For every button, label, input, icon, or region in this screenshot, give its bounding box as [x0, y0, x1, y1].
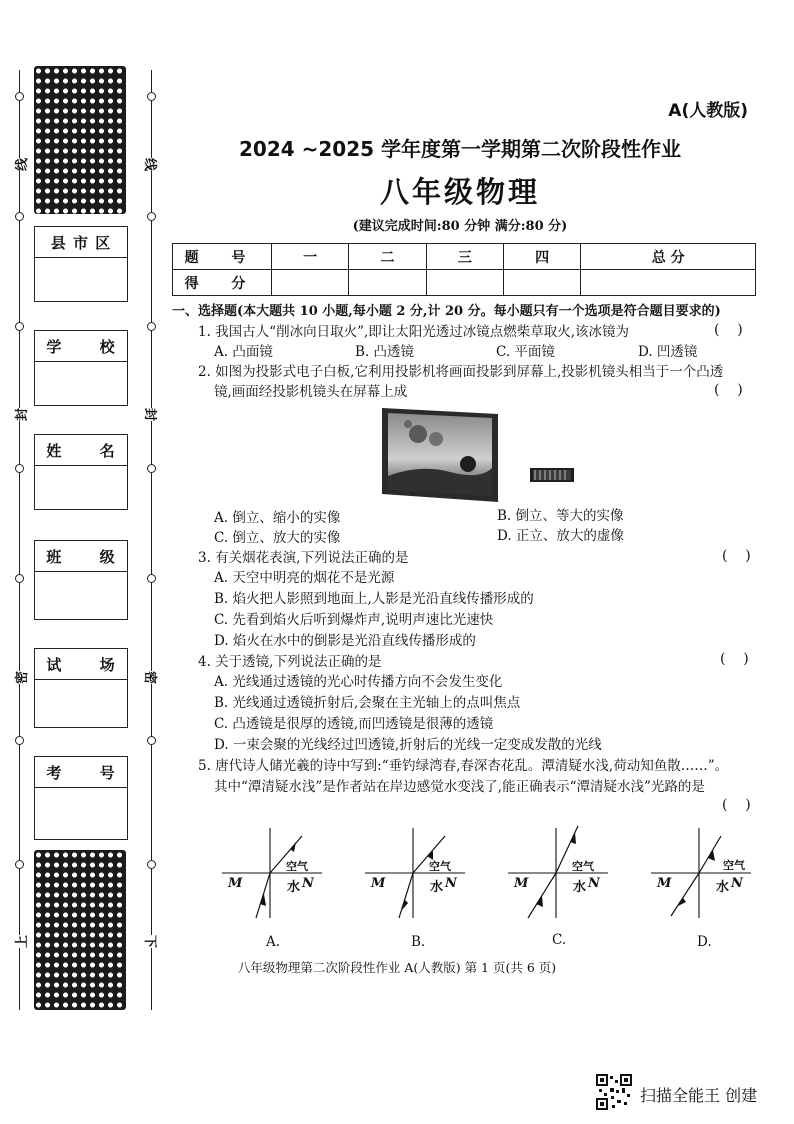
binding-char: 线	[142, 158, 161, 171]
q5-option-a[interactable]: A.	[266, 934, 281, 950]
bottom-dot-pattern	[34, 850, 126, 1010]
q2-stem-line1: 2. 如图为投影式电子白板,它利用投影机将画面投影到屏幕上,投影机镜头相当于一个凸透	[198, 364, 724, 380]
label-air: 空气	[572, 860, 594, 873]
field-label	[35, 331, 127, 362]
arrow-head	[536, 896, 543, 907]
q5-option-c[interactable]: C.	[552, 932, 567, 948]
county-label: 县 市 区	[50, 233, 112, 252]
score-header-cell: 总 分	[581, 244, 756, 270]
binding-hole	[15, 212, 24, 221]
score-cell[interactable]	[349, 270, 426, 296]
score-header-cell: 题 号	[173, 244, 272, 270]
score-cell[interactable]	[581, 270, 756, 296]
county-field[interactable]	[34, 226, 128, 302]
binding-hole	[15, 92, 24, 101]
label-water: 水	[287, 880, 301, 895]
time-note: (建议完成时间:80 分钟 满分:80 分)	[352, 219, 568, 234]
q1-stem: 1. 我国古人“削冰向日取火”,即让太阳光透过冰镜点燃柴草取火,该冰镜为	[198, 324, 630, 340]
q1-option-c[interactable]: C. 平面镜	[496, 344, 555, 360]
q2-option-b[interactable]: B. 倒立、等大的实像	[497, 508, 624, 524]
label-water: 水	[573, 880, 587, 895]
label-n: N	[302, 876, 314, 891]
q5-option-d[interactable]: D.	[697, 934, 712, 950]
exam-title: 2024 ~2025 学年度第一学期第二次阶段性作业	[238, 137, 681, 161]
binding-hole	[15, 322, 24, 331]
binding-hole	[147, 860, 156, 869]
field-label	[35, 649, 127, 680]
q1-option-a[interactable]: A. 凸面镜	[214, 344, 273, 360]
incident-ray	[699, 836, 721, 873]
left-binding-line	[19, 70, 20, 1010]
label-m: M	[657, 876, 672, 891]
field-label	[35, 541, 127, 572]
q2-option-c[interactable]: C. 倒立、放大的实像	[214, 530, 341, 546]
binding-char: 下	[142, 935, 161, 948]
q2-option-d[interactable]: D. 正立、放大的虚像	[497, 528, 624, 544]
q2-answer-paren[interactable]: ( )	[714, 382, 743, 398]
right-binding-line	[151, 70, 152, 1010]
q3-stem: 3. 有关烟花表演,下列说法正确的是	[198, 550, 409, 566]
exam-number-label: 考 号	[46, 763, 116, 782]
binding-hole	[147, 574, 156, 583]
q5-diagrams	[220, 818, 760, 930]
score-header-cell: 一	[272, 244, 349, 270]
scanner-watermark: 扫描全能王 创建	[640, 1086, 758, 1105]
score-value-row	[173, 270, 756, 296]
q5-stem-line1: 5. 唐代诗人储光羲的诗中写到:“垂钓绿湾春,春深杏花乱。潭清疑水浅,荷动知鱼散……”。	[198, 758, 729, 774]
refracted-ray	[671, 873, 699, 916]
score-header-row	[173, 244, 756, 270]
balloon-icon	[404, 420, 412, 428]
binding-hole	[147, 322, 156, 331]
q4-option-c[interactable]: C. 凸透镜是很厚的透镜,而凹透镜是很薄的透镜	[214, 716, 494, 732]
label-air: 空气	[286, 860, 308, 873]
balloon-icon	[409, 425, 427, 443]
q1-option-d[interactable]: D. 凹透镜	[638, 344, 698, 360]
arrow-head	[570, 832, 576, 844]
incident-ray	[528, 873, 556, 918]
label-n: N	[445, 876, 457, 891]
tree-icon	[460, 456, 476, 472]
q5-option-b[interactable]: B.	[411, 934, 426, 950]
balloon-icon	[429, 432, 443, 446]
q1-answer-paren[interactable]: ( )	[714, 322, 743, 338]
class-label: 班 级	[46, 547, 116, 566]
field-label	[35, 757, 127, 788]
score-cell[interactable]	[426, 270, 503, 296]
name-label: 姓 名	[46, 441, 116, 460]
name-field[interactable]	[34, 434, 128, 510]
q4-answer-paren[interactable]: ( )	[720, 651, 749, 667]
binding-char: 封	[11, 408, 30, 421]
label-m: M	[371, 876, 386, 891]
exam-room-label: 试 场	[46, 655, 116, 674]
edition-label: A(人教版)	[668, 101, 748, 121]
q5-answer-paren[interactable]: ( )	[722, 797, 751, 813]
binding-hole	[147, 212, 156, 221]
binding-char: 上	[11, 935, 30, 948]
whiteboard-figure	[380, 406, 600, 506]
q3-option-d[interactable]: D. 焰火在水中的倒影是光沿直线传播形成的	[214, 633, 476, 649]
label-water: 水	[430, 880, 444, 895]
label-water: 水	[716, 880, 730, 895]
label-m: M	[228, 876, 243, 891]
binding-hole	[15, 860, 24, 869]
school-label: 学 校	[46, 337, 116, 356]
q4-option-d[interactable]: D. 一束会聚的光线经过凹透镜,折射后的光线一定变成发散的光线	[214, 737, 602, 753]
top-dot-pattern	[34, 66, 126, 214]
score-header-cell: 二	[349, 244, 426, 270]
binding-char: 密	[11, 671, 30, 684]
binding-hole	[15, 464, 24, 473]
score-table	[172, 243, 756, 296]
q4-option-a[interactable]: A. 光线通过透镜的光心时传播方向不会发生变化	[214, 674, 503, 690]
q4-stem: 4. 关于透镜,下列说法正确的是	[198, 654, 382, 670]
q4-option-b[interactable]: B. 光线通过透镜折射后,会聚在主光轴上的点叫焦点	[214, 695, 521, 711]
score-header-cell: 四	[503, 244, 580, 270]
label-air: 空气	[429, 860, 451, 873]
subject-title: 八年级物理	[379, 175, 540, 209]
binding-hole	[147, 736, 156, 745]
school-field[interactable]	[34, 330, 128, 406]
label-air: 空气	[723, 859, 745, 872]
binding-char: 密	[142, 671, 161, 684]
q2-stem-line2: 镜,画面经投影机镜头在屏幕上成	[214, 384, 408, 400]
incident-ray	[256, 873, 270, 918]
exam-number-field[interactable]	[34, 756, 128, 840]
score-cell[interactable]	[503, 270, 580, 296]
q3-answer-paren[interactable]: ( )	[722, 548, 751, 564]
q5-stem-line2: 其中“潭清疑水浅”是作者站在岸边感觉水变浅了,能正确表示“潭清疑水浅”光路的是	[214, 779, 705, 795]
q3-option-b[interactable]: B. 焰火把人影照到地面上,人影是光沿直线传播形成的	[214, 591, 534, 607]
arrow-head	[290, 842, 296, 852]
binding-hole	[15, 574, 24, 583]
q1-option-b[interactable]: B. 凸透镜	[355, 344, 415, 360]
score-cell[interactable]	[272, 270, 349, 296]
binding-hole	[147, 92, 156, 101]
section-heading: 一、选择题(本大题共 10 小题,每小题 2 分,计 20 分。每小题只有一个选项是符合题目要求的)	[172, 304, 721, 319]
diagram-d	[651, 828, 751, 918]
page-footer: 八年级物理第二次阶段性作业 A(人教版) 第 1 页(共 6 页)	[237, 960, 557, 975]
refracted-ray	[399, 873, 413, 918]
field-label	[35, 227, 127, 258]
qr-code-icon	[596, 1074, 632, 1110]
q2-option-a[interactable]: A. 倒立、缩小的实像	[214, 510, 341, 526]
field-label	[35, 435, 127, 466]
class-field[interactable]	[34, 540, 128, 620]
q3-option-a[interactable]: A. 天空中明亮的烟花不是光源	[214, 570, 395, 586]
exam-room-field[interactable]	[34, 648, 128, 728]
binding-char: 线	[11, 158, 30, 171]
label-m: M	[514, 876, 529, 891]
binding-hole	[147, 464, 156, 473]
label-n: N	[731, 876, 743, 891]
label-n: N	[588, 876, 600, 891]
q3-option-c[interactable]: C. 先看到焰火后听到爆炸声,说明声速比光速快	[214, 612, 494, 628]
binding-char: 封	[142, 408, 161, 421]
score-row-label: 得 分	[173, 270, 272, 296]
score-header-cell: 三	[426, 244, 503, 270]
binding-hole	[15, 736, 24, 745]
